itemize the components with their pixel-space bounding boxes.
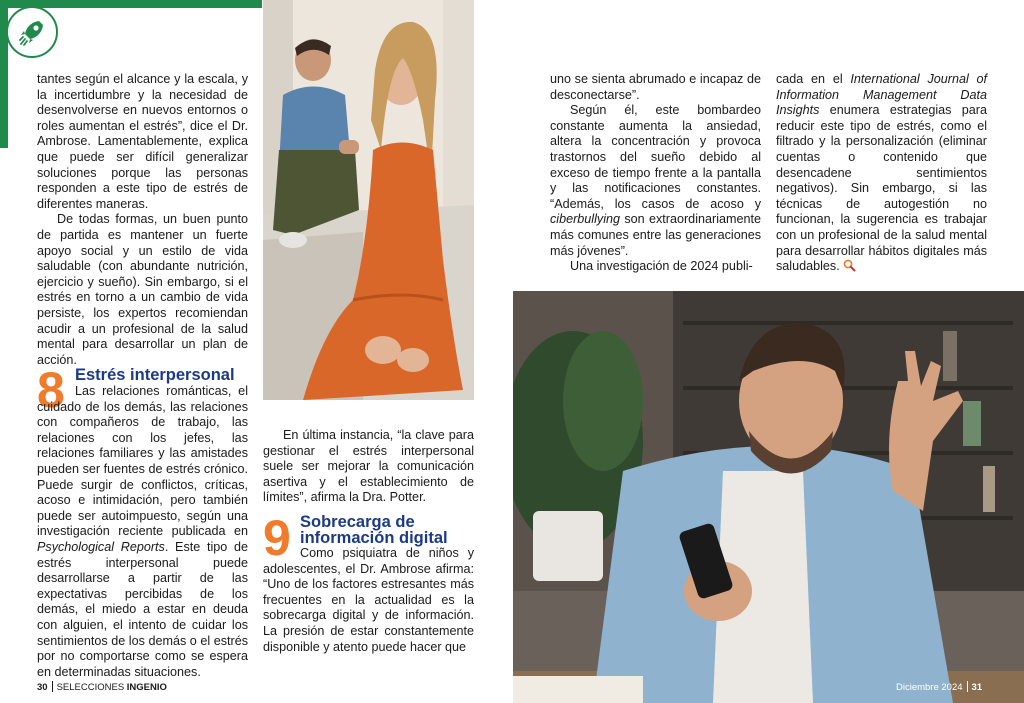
col4-journal: International Journal of Information Management Data Insights [776,72,987,118]
section-9-title-line-2: información digital [300,529,448,547]
column-4 [776,72,987,275]
section-9-paragraph: Como psiquiatra de niños y adolescentes, el Dr. Ambrose afirma: “Uno de los factores estresantes más frecuentes en la actualidad es la sobrecarga digital y de información. La presión de estar constantemente disponible y atento puede hacer que [263,546,474,654]
man-with-phone-photo [513,291,1024,703]
col3-paragraph-3: Una investigación de 2024 publi- [570,259,753,274]
section-8-paragraph [37,384,248,680]
column-1 [37,72,248,368]
publication-brand: INGENIO [126,682,167,693]
left-page-number: 30 [37,682,48,693]
rocket-icon [17,17,47,47]
section-8-title: Estrés interpersonal [75,366,235,384]
col4-text-b: enumera estrategias para reducir este tipo de estrés, como el filtrado y la personalización (eliminar cuentas o contenido que desencadene sentimientos negativos). Sin embargo, si las técnicas de autogestión no funcionan, la sugerencia es trabajar con un profesional de la salud mental para desarrollar hábitos digitales más saludables. [776,103,987,274]
footer-separator-right [967,681,968,692]
man-phone-illustration [513,291,1024,703]
section-8-journal: Psychological Reports [37,539,165,554]
publication-name: SELECCIONES [56,682,127,693]
col3-text-b: son extraordinariamente más comunes entre las generaciones más jóvenes”. [550,212,761,258]
col1-paragraph-2: De todas formas, un buen punto de partida es mantener un fuerte apoyo social y un estilo de vida saludable (con abundante nutrición, ejercicio y sueño). Sin embargo, si el estrés en torno a un cambio de vida persiste, los expertos recomiendan acudir a un profesional de la salud mental para desarrollar un plan de acción. [37,212,248,367]
couple-illustration [263,0,474,400]
couple-photo [263,0,474,400]
magnifier-end-icon [843,259,856,272]
col3-text-a: Según él, este bombardeo constante aumenta la ansiedad, altera la concentración y provoca trastornos del sueño debido al exceso de tiempo frente a la pantalla y las notificaciones constantes. “Además, los casos de acoso y [550,103,761,211]
col1-paragraph-1: tantes según el alcance y la escala, y la incertidumbre y la necesidad de desenvolverse en nuevos entornos o roles aumentan el estrés”, dice el Dr. Ambrose. Lamentablemente, explica que puede ser difícil generalizar soluciones porque las personas responden a este tipo de estrés de diferentes maneras. [37,72,248,211]
col4-paragraph-1 [776,72,987,275]
col2-paragraph-1: En última instancia, “la clave para gestionar el estrés interpersonal suele ser mejorar la comunicación asertiva y el establecimiento de límites”, afirma la Dra. Potter. [263,428,474,505]
section-9-body [263,546,474,655]
section-logo [6,6,58,58]
section-8-number: 8 [37,362,65,418]
column-2 [263,428,474,506]
section-9-title-line-1: Sobrecarga de [300,513,415,531]
footer-right [896,681,982,694]
column-3 [550,72,761,275]
section-9-number: 9 [263,510,291,566]
footer-left [37,681,167,694]
section-8-body [37,384,248,680]
col4-text-a: cada en el [776,72,851,86]
section-8-text-b: . Este tipo de estrés interpersonal puede desarrollarse a partir de las expectativas percibidas de los demás, el miedo a estar en deuda con alguien, el intento de cuidar los sentimientos de los demás o el estrés por no comportarse como se espera en determinadas situaciones. [37,539,248,679]
issue-date: Diciembre 2024 [896,682,963,693]
col3-italic: ciberbullying [550,212,621,227]
section-8-text-a: Las relaciones románticas, el cuidado de los demás, las relaciones con compañeros de trabajo, las relaciones con los jefes, las relaciones familiares y las amistades pueden ser fuentes de estrés crónico. Puede surgir de conflictos, críticas, acoso e intimidación, pero también puede ser autoimpuesto, según una investigación reciente publicada en [37,384,248,539]
col3-paragraph-1: uno se sienta abrumado e incapaz de desconectarse”. [550,72,761,102]
footer-separator [52,681,53,692]
right-page-number: 31 [971,682,983,693]
col3-paragraph-2 [550,103,761,259]
